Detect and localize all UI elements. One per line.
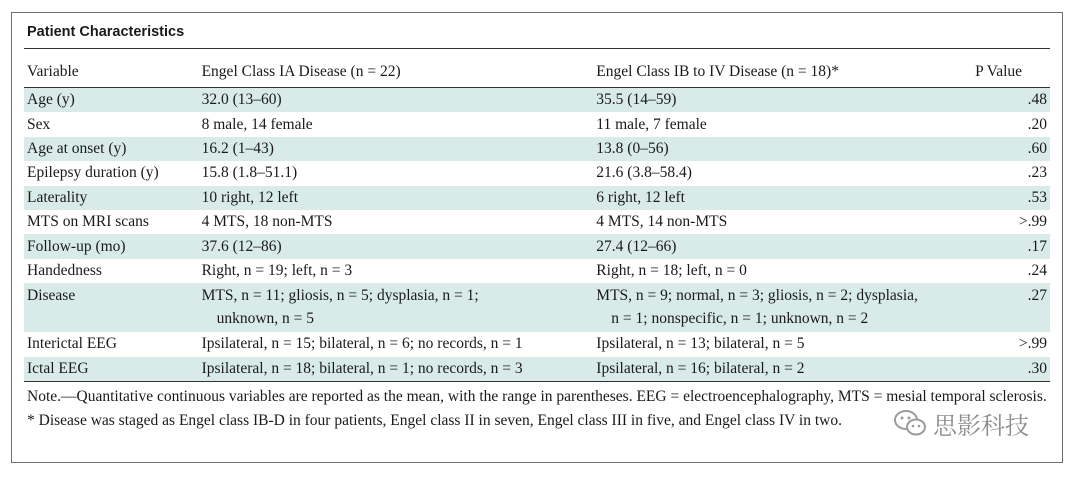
cell-variable: Sex — [27, 115, 51, 133]
cell-variable: Follow-up (mo) — [24, 234, 202, 258]
cell-variable: Age (y) — [24, 88, 202, 113]
cell-engel-ib-iv: 13.8 (0–56) — [596, 137, 975, 161]
cell-engel-ia: 15.8 (1.8–51.1) — [201, 164, 298, 182]
cell-line-continuation: n = 1; nonspecific, n = 1; unknown, n = 2 — [611, 310, 869, 328]
table-row — [24, 210, 1050, 234]
cell-variable: Disease — [24, 283, 202, 332]
table-row — [24, 259, 1050, 283]
table-row — [24, 332, 1050, 356]
cell-engel-ib-iv: Ipsilateral, n = 13; bilateral, n = 5 — [596, 335, 805, 353]
cell-line: MTS, n = 9; normal, n = 3; gliosis, n = 2; dysplasia, — [596, 287, 918, 305]
column-header-p-value: P Value — [975, 59, 1050, 88]
cell-p-value: .24 — [1027, 261, 1047, 279]
wechat-icon — [893, 409, 927, 437]
cell-variable: Laterality — [24, 186, 202, 210]
cell-variable: Epilepsy duration (y) — [27, 164, 159, 182]
table-note: Note.—Quantitative continuous variables are reported as the mean, with the range in parentheses. EEG = electroencephalography, MTS = mesial temporal sclerosis. — [27, 388, 1047, 405]
title-divider — [24, 48, 1050, 49]
column-header-variable: Variable — [24, 59, 202, 88]
column-header-engel-ia: Engel Class IA Disease (n = 22) — [202, 59, 597, 88]
cell-p-value: .20 — [1027, 115, 1047, 133]
cell-line: MTS, n = 11; gliosis, n = 5; dysplasia, n = 1; — [201, 287, 479, 305]
cell-variable: Interictal EEG — [27, 335, 117, 353]
cell-engel-ib-iv: 21.6 (3.8–58.4) — [596, 164, 692, 182]
column-header-engel-ib-iv: Engel Class IB to IV Disease (n = 18)* — [596, 59, 975, 88]
cell-p-value: .17 — [975, 234, 1050, 258]
cell-engel-ib-iv: 27.4 (12–66) — [596, 234, 975, 258]
cell-line-continuation: unknown, n = 5 — [216, 310, 315, 328]
table-row — [24, 186, 1050, 210]
table-row — [24, 112, 1050, 136]
cell-engel-ib-iv: Right, n = 18; left, n = 0 — [596, 261, 747, 279]
cell-engel-ib-iv: 6 right, 12 left — [596, 186, 975, 210]
cell-engel-ia: 16.2 (1–43) — [202, 137, 597, 161]
table-frame — [11, 12, 1063, 463]
header-row — [24, 59, 1050, 88]
table-row — [24, 88, 1050, 113]
cell-variable: MTS on MRI scans — [27, 213, 149, 231]
cell-p-value: .48 — [975, 88, 1050, 113]
cell-engel-ib-iv: Ipsilateral, n = 16; bilateral, n = 2 — [596, 357, 975, 382]
cell-variable: Ictal EEG — [24, 357, 202, 382]
cell-variable: Age at onset (y) — [24, 137, 202, 161]
table-footnote: * Disease was staged as Engel class IB-D in four patients, Engel class II in seven, Engel class III in five, and Engel class IV in two. — [27, 412, 842, 429]
cell-engel-ia — [202, 283, 597, 332]
cell-engel-ib-iv — [596, 283, 975, 332]
cell-p-value: .27 — [975, 283, 1050, 332]
cell-p-value: >.99 — [1018, 213, 1047, 231]
patient-characteristics-table — [24, 59, 1050, 382]
table-row — [24, 283, 1050, 332]
table-row — [24, 234, 1050, 258]
table-row — [24, 161, 1050, 185]
cell-engel-ia: 37.6 (12–86) — [202, 234, 597, 258]
cell-engel-ib-iv: 35.5 (14–59) — [596, 88, 975, 113]
cell-engel-ia: 4 MTS, 18 non-MTS — [201, 213, 333, 231]
watermark — [893, 408, 1029, 438]
cell-p-value: .53 — [975, 186, 1050, 210]
cell-engel-ib-iv: 4 MTS, 14 non-MTS — [596, 213, 728, 231]
cell-p-value: >.99 — [1018, 335, 1047, 353]
table-row — [24, 357, 1050, 382]
cell-p-value: .60 — [975, 137, 1050, 161]
cell-variable: Handedness — [27, 261, 102, 279]
cell-engel-ia: 32.0 (13–60) — [202, 88, 597, 113]
cell-engel-ia: 10 right, 12 left — [202, 186, 597, 210]
cell-engel-ib-iv: 11 male, 7 female — [596, 115, 707, 133]
cell-engel-ia: Ipsilateral, n = 15; bilateral, n = 6; no records, n = 1 — [201, 335, 523, 353]
cell-engel-ia: 8 male, 14 female — [201, 115, 313, 133]
table-title: Patient Characteristics — [27, 24, 185, 40]
cell-engel-ia: Right, n = 19; left, n = 3 — [201, 261, 353, 279]
watermark-text: 思影科技 — [933, 411, 1029, 440]
table-row — [24, 137, 1050, 161]
cell-p-value: .23 — [1027, 164, 1047, 182]
cell-engel-ia: Ipsilateral, n = 18; bilateral, n = 1; no records, n = 3 — [202, 357, 597, 382]
cell-p-value: .30 — [975, 357, 1050, 382]
